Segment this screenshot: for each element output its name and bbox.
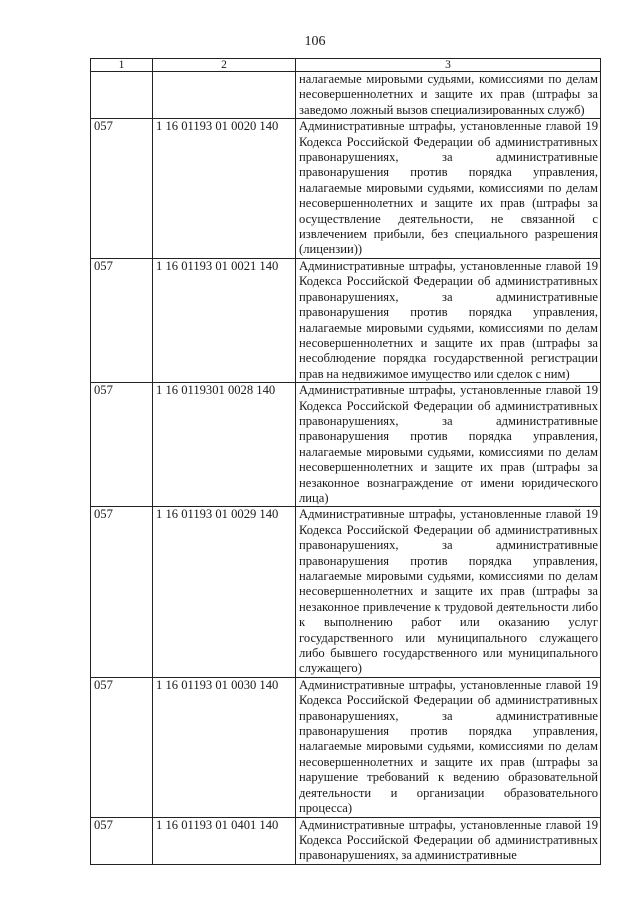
budget-code-cell: 1 16 01193 01 0020 140 xyxy=(153,119,296,259)
column-header-1: 1 xyxy=(91,59,153,72)
description-text: Административные штрафы, установленные главой 19 Кодекса Российской Федерации об административных правонарушениях, за административные правонарушения против порядка управления, налагаемые мировыми судьями, комиссиями по делам несовершеннолетних и защите их прав (штрафы за незаконное привлечение к трудовой деятельности либо к выполнению работ или оказанию услуг государственного или муниципального служащего либо бывшего государственного или муниципального служащего) xyxy=(299,507,598,676)
description-text: Административные штрафы, установленные главой 19 Кодекса Российской Федерации об административных правонарушениях, за административные правонарушения против порядка управления, налагаемые мировыми судьями, комиссиями по делам несовершеннолетних и защите их прав (штрафы за осуществление деятельности, не связанной с извлечением прибыли, без специального разрешения (лицензии)) xyxy=(299,119,598,257)
administrator-code-cell xyxy=(91,72,153,119)
budget-code-cell: 1 16 01193 01 0021 140 xyxy=(153,258,296,382)
table-header-row xyxy=(91,59,601,72)
table-row xyxy=(91,677,601,817)
table-row xyxy=(91,817,601,864)
description-cell xyxy=(296,119,601,259)
administrator-code-cell: 057 xyxy=(91,119,153,259)
budget-code-cell xyxy=(153,72,296,119)
table-row xyxy=(91,507,601,677)
description-cell xyxy=(296,383,601,507)
budget-code-cell: 1 16 01193 01 0030 140 xyxy=(153,677,296,817)
page-number: 106 xyxy=(304,34,326,49)
column-header-2: 2 xyxy=(153,59,296,72)
description-cell xyxy=(296,677,601,817)
budget-classification-table xyxy=(90,58,601,865)
column-header-3: 3 xyxy=(296,59,601,72)
administrator-code-cell: 057 xyxy=(91,507,153,677)
administrator-code-cell: 057 xyxy=(91,258,153,382)
description-text: Административные штрафы, установленные главой 19 Кодекса Российской Федерации об административных правонарушениях, за административные правонарушения против порядка управления, налагаемые мировыми судьями, комиссиями по делам несовершеннолетних и защите их прав (штрафы за нарушение требований к ведению образовательной деятельности и организации образовательного процесса) xyxy=(299,677,598,816)
table-row xyxy=(91,258,601,382)
description-text: Административные штрафы, установленные главой 19 Кодекса Российской Федерации об административных правонарушениях, за административные xyxy=(299,817,598,863)
budget-code-cell: 1 16 0119301 0028 140 xyxy=(153,383,296,507)
table-row xyxy=(91,119,601,259)
description-cell xyxy=(296,507,601,677)
table-row xyxy=(91,383,601,507)
budget-code-cell: 1 16 01193 01 0029 140 xyxy=(153,507,296,677)
description-cell xyxy=(296,817,601,864)
table-row xyxy=(91,72,601,119)
administrator-code-cell: 057 xyxy=(91,383,153,507)
administrator-code-cell: 057 xyxy=(91,677,153,817)
description-text: Административные штрафы, установленные главой 19 Кодекса Российской Федерации об административных правонарушениях, за административные правонарушения против порядка управления, налагаемые мировыми судьями, комиссиями по делам несовершеннолетних и защите их прав (штрафы за незаконное вознаграждение от имени юридического лица) xyxy=(299,383,598,505)
administrator-code-cell: 057 xyxy=(91,817,153,864)
description-cell xyxy=(296,72,601,119)
description-cell xyxy=(296,258,601,382)
description-text: Административные штрафы, установленные главой 19 Кодекса Российской Федерации об административных правонарушениях, за административные правонарушения против порядка управления, налагаемые мировыми судьями, комиссиями по делам несовершеннолетних и защите их прав (штрафы за несоблюдение порядка государственной регистрации прав на недвижимое имущество или сделок с ним) xyxy=(299,258,598,381)
description-text: налагаемые мировыми судьями, комиссиями по делам несовершеннолетних и защите их прав (штрафы за заведомо ложный вызов специализированных служб) xyxy=(299,72,598,117)
budget-code-cell: 1 16 01193 01 0401 140 xyxy=(153,817,296,864)
